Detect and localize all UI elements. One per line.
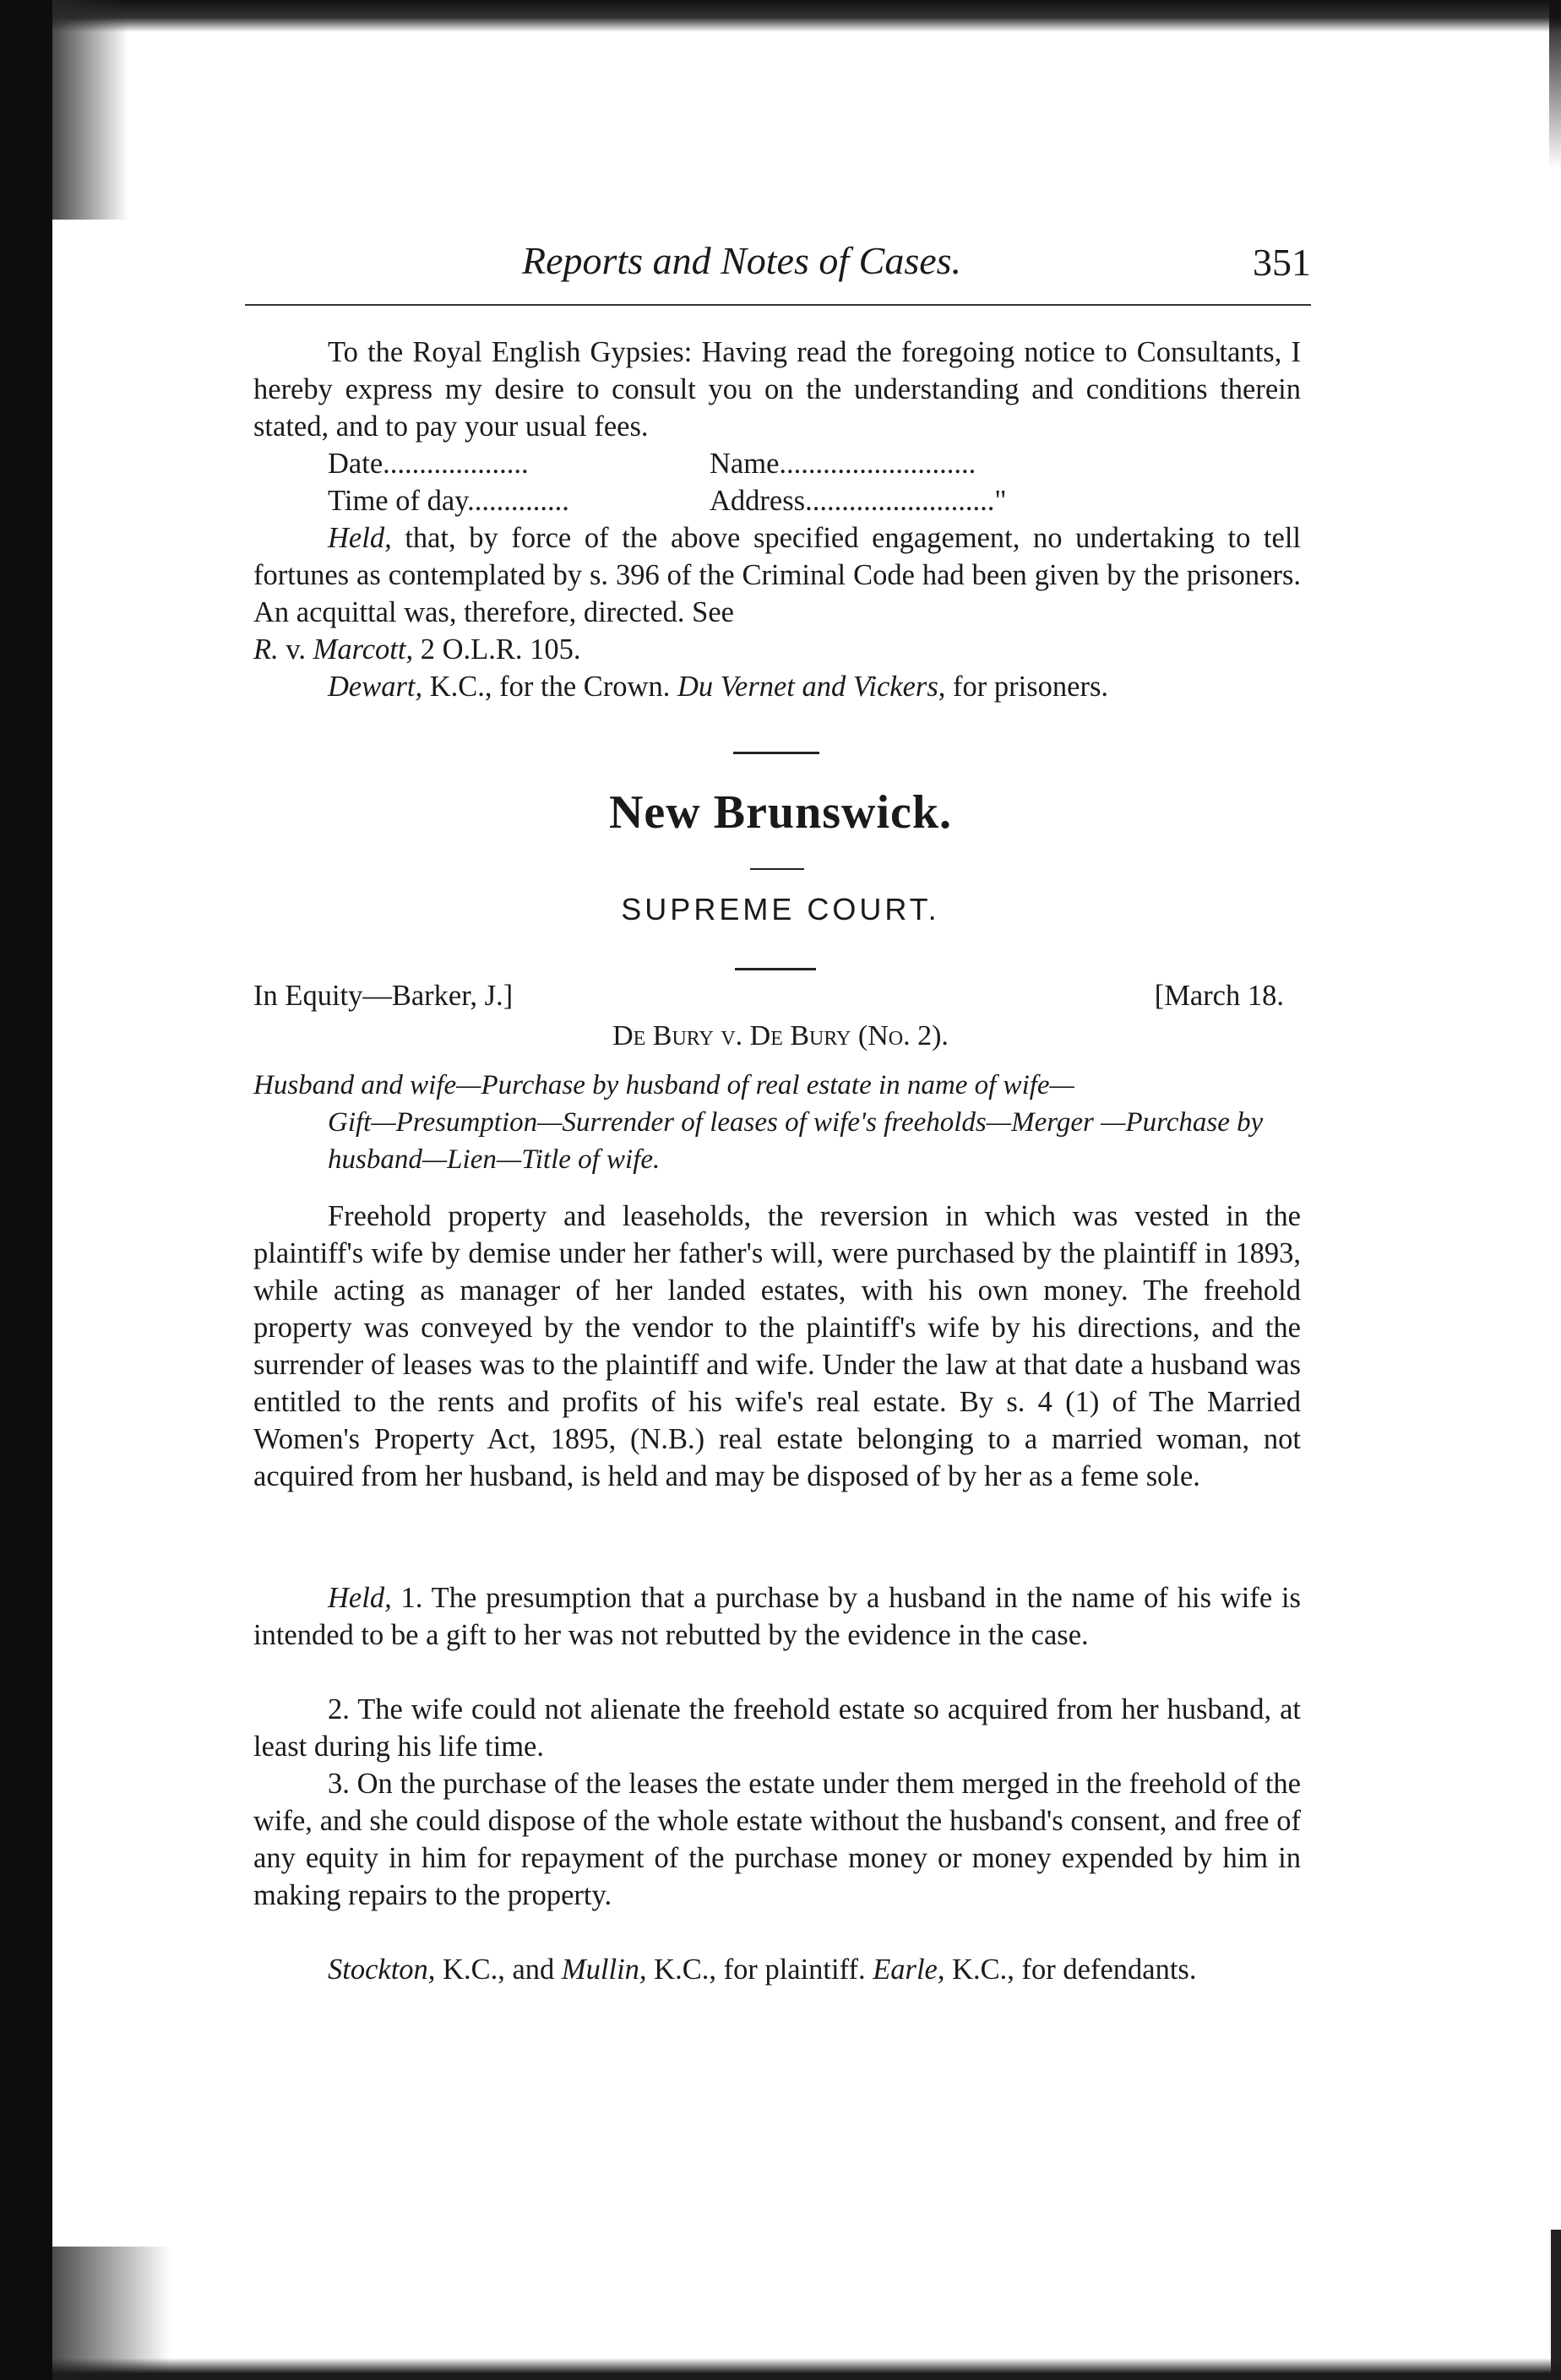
running-head [245, 238, 1311, 297]
notice-paragraph: To the Royal English Gypsies: Having read the foregoing notice to Consultants, I hereby express my desire to consult you on the understanding and conditions therein stated, and to pay your usual fees. [253, 336, 1301, 443]
counsel-3-name: Earle, [873, 1953, 945, 1986]
holding-3: 3. On the purchase of the leases the estate under them merged in the freehold of the wife, and she could dispose of the whole estate without the husband's consent, and free of any equity in him for repayment of the purchase money or money expended by him in making repairs to the property. [253, 1768, 1301, 1911]
page-number: 351 [1253, 241, 1311, 284]
headnote-line-1: Husband and wife—Purchase by husband of real estate in name of wife— [253, 1070, 1074, 1100]
form-address-label: Address.........................." [710, 485, 1007, 517]
court-heading: SUPREME COURT. [621, 892, 940, 926]
counsel-3-text: K.C., for defendants. [944, 1953, 1197, 1986]
form-row-time-address [328, 482, 1006, 519]
form-time-label: Time of day.............. [328, 485, 569, 517]
citation-line [253, 631, 1301, 668]
citation-ref: 2 O.L.R. 105. [413, 633, 581, 666]
ontario-counsel-line [253, 668, 1301, 705]
form-row-date-name [328, 445, 976, 482]
case-name: De Bury v. De Bury (No. 2). [612, 1020, 949, 1051]
holding-1-text: 1. The presumption that a purchase by a husband in the name of his wife is intended to be a gift to her was not rebutted by the evidence in the case. [253, 1582, 1301, 1651]
counsel-2-text: K.C., for plaintiff. [646, 1953, 873, 1986]
headnote-continuation: Gift—Presumption—Surrender of leases of wife's freeholds—Merger —Purchase by husband—Lien—Title of wife. [328, 1107, 1264, 1175]
heading-divider [750, 868, 804, 870]
case-counsel-line [253, 1951, 1301, 1988]
holding-1 [253, 1579, 1301, 1654]
case-date: [March 18. [1154, 980, 1284, 1012]
counsel-crown-text: K.C., for the Crown. [422, 671, 677, 703]
facts-paragraph: Freehold property and leaseholds, the reversion in which was vested in the plaintiff's wife by demise under her father's will, were purchased by the plaintiff in 1893, while acting as manager of her landed estates, with his own money. The freehold property was conveyed by the vendor to the plaintiff's wife by his directions, and the surrender of leases was to the plaintiff and wife. Under the law at that date a husband was entitled to the rents and profits of his wife's real estate. By s. 4 (1) of The Married Women's Property Act, 1895, (N.B.) real estate belonging to a married woman, not acquired from her husband, is held and may be disposed of by her as a feme sole. [253, 1200, 1301, 1492]
holding-2: 2. The wife could not alienate the freehold estate so acquired from her husband, at least during his life time. [253, 1693, 1301, 1763]
held-text: that, by force of the above specified engagement, no undertaking to tell fortunes as contemplated by s. 396 of the Criminal Code had been given by the prisoners. An acquittal was, therefore, directed. See [253, 522, 1301, 628]
counsel-prisoners-text: for prisoners. [945, 671, 1109, 703]
case-bench: In Equity—Barker, J.] [253, 980, 514, 1012]
counsel-1-name: Stockton, [328, 1953, 436, 1986]
citation-v: v. [278, 633, 313, 666]
held-word: Held, [328, 522, 392, 554]
counsel-crown-name: Dewart, [328, 671, 423, 703]
court-divider [735, 968, 816, 970]
form-name-label: Name........................... [710, 448, 976, 480]
counsel-2-name: Mullin, [561, 1953, 647, 1986]
ontario-held-paragraph [253, 519, 1301, 631]
scan-border-top [0, 0, 1561, 32]
scan-border-right [1549, 0, 1561, 169]
counsel-prisoners-name: Du Vernet and Vickers, [677, 671, 946, 703]
scan-shadow-bottom [52, 2247, 171, 2380]
citation-r: R. [253, 633, 279, 666]
header-rule [245, 304, 1311, 306]
counsel-1-text: K.C., and [435, 1953, 562, 1986]
running-title: Reports and Notes of Cases. [522, 239, 962, 282]
form-date-label: Date.................... [328, 448, 529, 480]
held-word-2: Held, [328, 1582, 392, 1614]
scan-shadow-left [52, 0, 128, 220]
citation-party: Marcott, [313, 633, 414, 666]
scan-border-left [0, 0, 52, 2380]
scan-border-bottom [52, 2358, 1561, 2380]
section-divider [733, 752, 819, 754]
case-headnote [253, 1067, 1301, 1178]
province-heading: New Brunswick. [608, 786, 953, 839]
